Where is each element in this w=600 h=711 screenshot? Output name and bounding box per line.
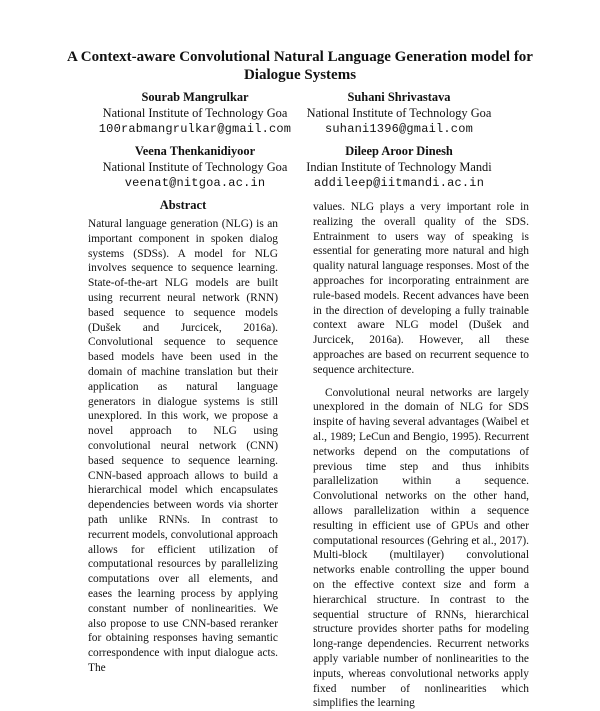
author-affiliation: National Institute of Technology Goa [102,106,288,120]
author-name: Sourab Mangrulkar [141,90,249,104]
author-affiliation: National Institute of Technology Goa [306,106,492,120]
abstract-text: Natural language generation (NLG) is an important component in spoken dialog systems (SDSs). A model for NLG involves sequence to sequence learning. State-of-the-art NLG models are built using recurrent neural network (RNN) based sequence to sequence models (Dušek and Jurcicek, 2016a). Convolutional sequence to sequence based models have been used in the domain of machine translation but their application as natural language generators in dialogue systems is still unexplored. In this work, we propose a novel approach to NLG using convolutional neural network (CNN) based sequence to sequence learning. CNN-based approach allows to build a hierarchical model which encapsulates dependencies between words via shorter path unlike RNNs. In contrast to recurrent models, convolutional approach allows for efficient utilization of computational resources by parallelizing computations over all elements, and eases the learning process by applying constant number of nonlinearities. We also propose to use CNN-based reranker for obtaining responses having semantic correspondence with input dialogue acts. The [88,218,278,674]
body-paragraph: values. NLG plays a very important role in realizing the overall quality of the SDS. Entrainment to users way of speaking is essential for generating more natural and high quality natural language responses. Most of the approaches for incorporating entrainment are rule-based models. Recent advances have been in the direction of developing a fully trainable context aware NLG model (Dušek and Jurcicek, 2016a). However, all these approaches are based on recurrent sequence to sequence architecture. [313,201,529,376]
body-paragraph: Convolutional neural networks are largely unexplored in the domain of NLG for SDS inspite of having several advantages (Waibel et al., 1989; LeCun and Bengio, 1995). Recurrent networks depend on the computations of previous time step and thus inhibits parallelization within a sequence. Convolutional networks on the other hand, allows parallelization within a sequence resulting in efficient use of GPUs and other computational resources (Gehring et al., 2017). Multi-block (multilayer) convolutional networks enable controlling the upper bound on the effective context size and form a hierarchical structure. In contrast to the sequential structure of RNNs, hierarchical structure provides shorter paths for modeling long-range dependencies. Recurrent networks apply variable number of nonlinearities to the inputs, whereas convolutional networks apply fixed number of nonlinearities which simplifies the learning [313,386,529,710]
author-affiliation: Indian Institute of Technology Mandi [306,160,492,174]
author-email: suhani1396@gmail.com [324,122,474,136]
author-email: 100rabmangrulkar@gmail.com [98,122,292,136]
author-email: veenat@nitgoa.ac.in [124,176,266,190]
author-block [274,89,524,137]
author-block [274,143,524,191]
body-column [313,200,529,710]
author-name: Veena Thenkanidiyoor [134,144,256,158]
abstract-heading: Abstract [159,198,207,212]
author-affiliation: National Institute of Technology Goa [102,160,288,174]
author-name: Suhani Shrivastava [347,90,451,104]
author-name: Dileep Aroor Dinesh [345,144,453,158]
paper-title: A Context-aware Convolutional Natural Language Generation model for Dialogue Systems [67,49,533,83]
author-email: addileep@iitmandi.ac.in [313,176,485,190]
